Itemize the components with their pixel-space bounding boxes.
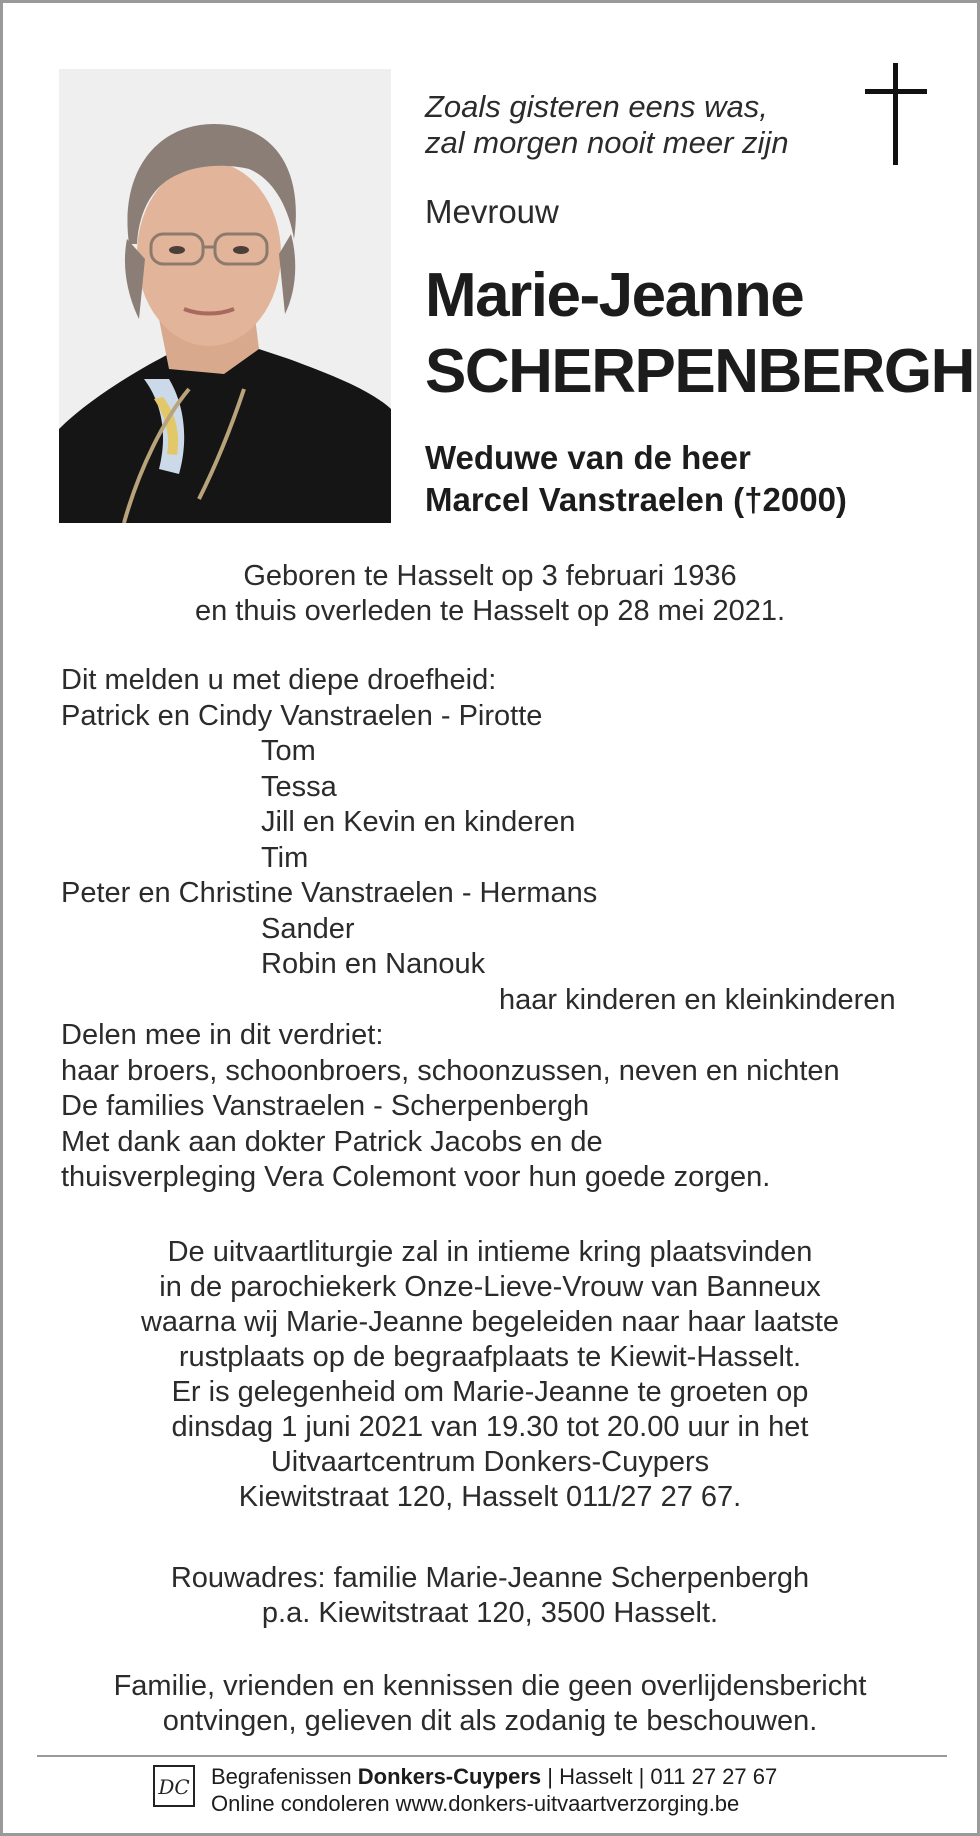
spouse-info [425, 437, 847, 521]
funeral-line: Er is gelegenheid om Marie-Jeanne te groeten op [171, 1376, 809, 1408]
spouse-line-1: Weduwe van de heer [425, 439, 751, 476]
funeral-line: rustplaats op de begraafplaats te Kiewit-Hasselt. [178, 1341, 802, 1373]
share-line: De families Vanstraelen - Scherpenbergh [61, 1090, 590, 1122]
closing-line: Familie, vrienden en kennissen die geen overlijdensbericht [113, 1670, 867, 1702]
closing-line: ontvingen, gelieven dit als zodanig te beschouwen. [162, 1705, 818, 1737]
share-line: thuisverpleging Vera Colemont voor hun goede zorgen. [61, 1161, 771, 1193]
mourners-intro: Dit melden u met diepe droefheid: [61, 664, 497, 696]
company-name: Donkers-Cuypers [357, 1764, 542, 1789]
address-line: Rouwadres: familie Marie-Jeanne Scherpenbergh [170, 1562, 810, 1594]
family-1-child: Tim [261, 841, 309, 874]
portrait-illustration [59, 69, 391, 523]
funeral-line: Uitvaartcentrum Donkers-Cuypers [270, 1446, 710, 1478]
family-1: Patrick en Cindy Vanstraelen - Pirotte [61, 699, 543, 732]
closing-note [3, 1669, 977, 1739]
portrait-photo [59, 69, 391, 523]
funeral-line: De uitvaartliturgie zal in intieme kring plaatsvinden [167, 1236, 813, 1268]
quote-line-2: zal morgen nooit meer zijn [425, 125, 789, 160]
funeral-line: Kiewitstraat 120, Hasselt 011/27 27 67. [238, 1481, 742, 1513]
funeral-line: in de parochiekerk Onze-Lieve-Vrouw van Banneux [159, 1271, 821, 1303]
family-1-child: Tom [261, 735, 316, 767]
first-name: Marie-Jeanne [425, 261, 804, 330]
family-2: Peter en Christine Vanstraelen - Hermans [61, 877, 598, 909]
mourning-address [3, 1561, 977, 1631]
svg-text:DC: DC [158, 1775, 190, 1799]
funeral-info [3, 1235, 977, 1515]
footer-line-1: Begrafenissen Donkers-Cuypers | Hasselt | 011 27 27 67 [211, 1764, 778, 1789]
deceased-name [425, 258, 974, 410]
footer-info [211, 1763, 777, 1817]
quote-line-1: Zoals gisteren eens was, [425, 89, 768, 124]
funeral-line: waarna wij Marie-Jeanne begeleiden naar haar laatste [140, 1306, 840, 1338]
funeral-line: dinsdag 1 juni 2021 van 19.30 tot 20.00 uur in het [171, 1411, 809, 1443]
share-line: haar broers, schoonbroers, schoonzussen, neven en nichten [61, 1054, 840, 1087]
last-name: SCHERPENBERGH [425, 337, 974, 406]
deceased-title: Mevrouw [425, 193, 559, 230]
share-line: Met dank aan dokter Patrick Jacobs en de [61, 1125, 603, 1158]
share-intro: Delen mee in dit verdriet: [61, 1019, 384, 1051]
online-condolence-link[interactable]: Online condoleren www.donkers-uitvaartverzorging.be [211, 1791, 740, 1816]
memorial-quote [425, 89, 789, 161]
birth-line: Geboren te Hasselt op 3 februari 1936 [243, 560, 737, 592]
family-1-child: Jill en Kevin en kinderen [261, 806, 576, 838]
footer-divider [37, 1755, 947, 1757]
relation-label: haar kinderen en kleinkinderen [499, 983, 896, 1016]
birth-death-info [3, 559, 977, 629]
mourners-list [61, 663, 941, 1196]
family-2-child: Sander [261, 912, 355, 945]
death-line: en thuis overleden te Hasselt op 28 mei 2021. [194, 595, 786, 627]
funeral-home-logo-icon [153, 1765, 195, 1807]
address-line: p.a. Kiewitstraat 120, 3500 Hasselt. [261, 1597, 719, 1629]
family-1-child: Tessa [261, 770, 337, 803]
cross-icon [865, 63, 929, 165]
spouse-line-2: Marcel Vanstraelen (†2000) [425, 481, 847, 518]
family-2-child: Robin en Nanouk [261, 948, 486, 980]
